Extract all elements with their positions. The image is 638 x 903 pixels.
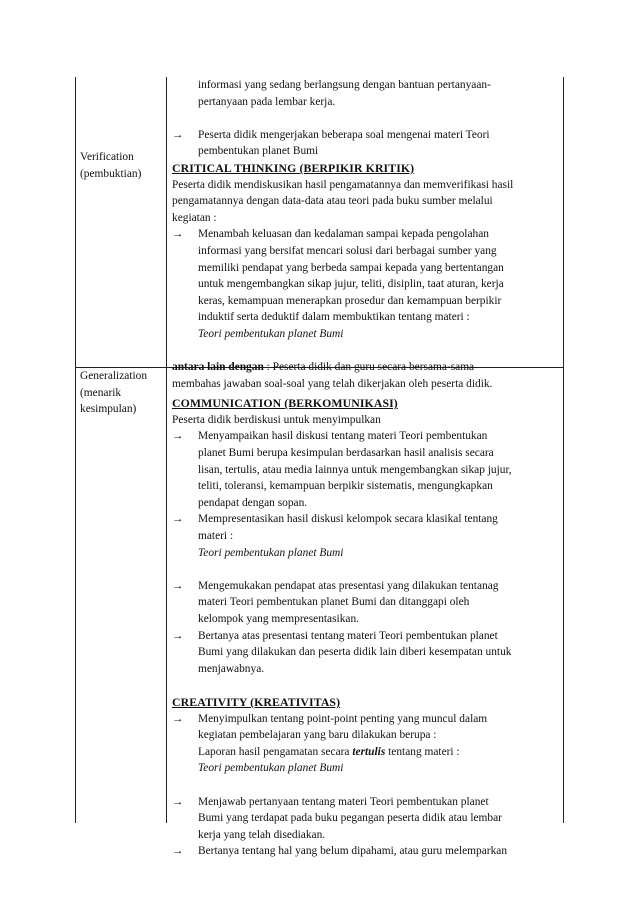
arrow-icon: → [172,795,184,808]
section-heading-critical-thinking: CRITICAL THINKING (BERPIKIR KRITIK) [172,160,415,175]
text-line: kerja yang telah disediakan. [198,828,326,841]
arrow-icon: → [172,228,184,241]
row-label-line: (pembuktian) [80,167,142,180]
text-span: : Peserta didik dan guru secara bersama-sama [263,361,475,374]
text-span: tentang materi : [385,745,460,758]
text-line: Menjawab pertanyaan tentang materi Teori pembentukan planet [198,795,489,808]
text-line: Bertanya atas presentasi tentang materi Teori pembentukan planet [198,629,498,642]
list-item [172,428,560,511]
text-line: Peserta didik berdiskusi untuk menyimpulkan [172,413,381,426]
topic-line: Teori pembentukan planet Bumi [198,762,344,775]
topic-line: Teori pembentukan planet Bumi [198,327,344,340]
text-line: Menyimpulkan tentang point-point penting yang muncul dalam [198,712,488,725]
list-item [172,578,560,628]
arrow-icon: → [172,128,184,141]
list-item [172,628,560,678]
text-line: kelompok yang mempresentasikan. [198,613,360,625]
text-line: kegiatan : [172,211,217,224]
text-line: Peserta didik mendiskusikan hasil pengamatannya dan memverifikasi hasil [172,178,514,191]
arrow-icon: → [172,430,184,443]
list-item [172,127,560,160]
text-line [172,359,560,376]
list-item [172,711,560,777]
text-line: pertanyaan pada lembar kerja. [198,95,336,108]
text-line: lisan, tertulis, atau media lainnya untuk mengembangkan sikap jujur, [198,463,512,476]
text-line [198,744,560,761]
arrow-icon: → [172,513,184,526]
row-label-generalization [80,368,147,418]
text-line: keras, kemampuan menerapkan prosedur dan kemampuan berpikir [198,294,502,307]
text-line: informasi yang bersifat mencari solusi dari berbagai sumber yang [198,244,497,257]
text-line: informasi yang sedang berlangsung dengan bantuan pertanyaan- [198,79,491,91]
arrow-icon: → [172,579,184,592]
row-label-line: Verification [80,151,134,163]
emphasis-word: tertulis [352,745,386,758]
text-line: Bumi yang terdapat pada buku pegangan peserta didik atau lembar [198,812,502,825]
table-border-divider [166,77,167,823]
text-line: Bertanya tentang hal yang belum dipahami, atau guru melemparkan [198,845,508,858]
text-line: materi Teori pembentukan planet Bumi dan ditanggapi oleh [198,596,470,609]
text-line: menjawabnya. [198,662,265,675]
topic-line: Teori pembentukan planet Bumi [198,546,344,559]
text-span: Laporan hasil pengamatan secara [198,745,353,758]
text-line: Mengemukakan pendapat atas presentasi yang dilakukan tentanag [198,579,499,592]
text-line: kegiatan pembelajaran yang baru dilakukan berupa : [198,729,437,742]
text-line: membahas jawaban soal-soal yang telah dikerjakan oleh peserta didik. [172,377,493,390]
text-line: pengamatannya dengan data-data atau teori pada buku sumber melalui [172,195,493,208]
section-heading-communication: COMMUNICATION (BERKOMUNIKASI) [172,396,398,411]
row-label-line: Generalization [80,370,148,382]
text-line: Peserta didik mengerjakan beberapa soal mengenai materi Teori [198,128,490,141]
text-line: pembentukan planet Bumi [198,145,319,158]
text-line: pendapat dengan sopan. [198,496,308,509]
list-item [172,843,560,860]
text-line: Bumi yang dilakukan dan peserta didik lain diberi kesempatan untuk [198,646,512,659]
activity-content [172,77,560,860]
text-line: Mempresentasikan hasil diskusi kelompok secara klasikal tentang [198,513,498,526]
bold-phrase: antara lain dengan [172,361,264,374]
text-line: induktif serta deduktif dalam membuktikan tentang materi : [198,311,470,324]
arrow-icon: → [172,629,184,642]
list-item [172,794,560,844]
section-heading-creativity: CREATIVITY (KREATIVITAS) [172,694,341,709]
list-item [172,226,560,342]
text-line: untuk mengembangkan sikap jujur, teliti, disiplin, taat aturan, kerja [198,278,504,291]
row-label-line: (menarik [80,386,122,399]
list-item [172,511,560,561]
row-label-line: kesimpulan) [80,403,137,416]
text-line: memiliki pendapat yang berbeda sampai kepada yang bertentangan [198,261,504,274]
text-line: materi : [198,530,234,543]
text-line: Menyampaikan hasil diskusi tentang materi Teori pembentukan [198,430,488,443]
arrow-icon: → [172,712,184,725]
text-line: planet Bumi berupa kesimpulan berdasarkan hasil analisis secara [198,447,494,460]
arrow-icon: → [172,845,184,858]
row-label-verification [80,149,141,182]
text-line: Menambah keluasan dan kedalaman sampai kepada pengolahan [198,228,489,241]
table-border-left [75,77,76,823]
table-border-right [563,77,564,823]
text-line: teliti, toleransi, kemampuan berpikir sistematis, mengungkapkan [198,480,493,493]
